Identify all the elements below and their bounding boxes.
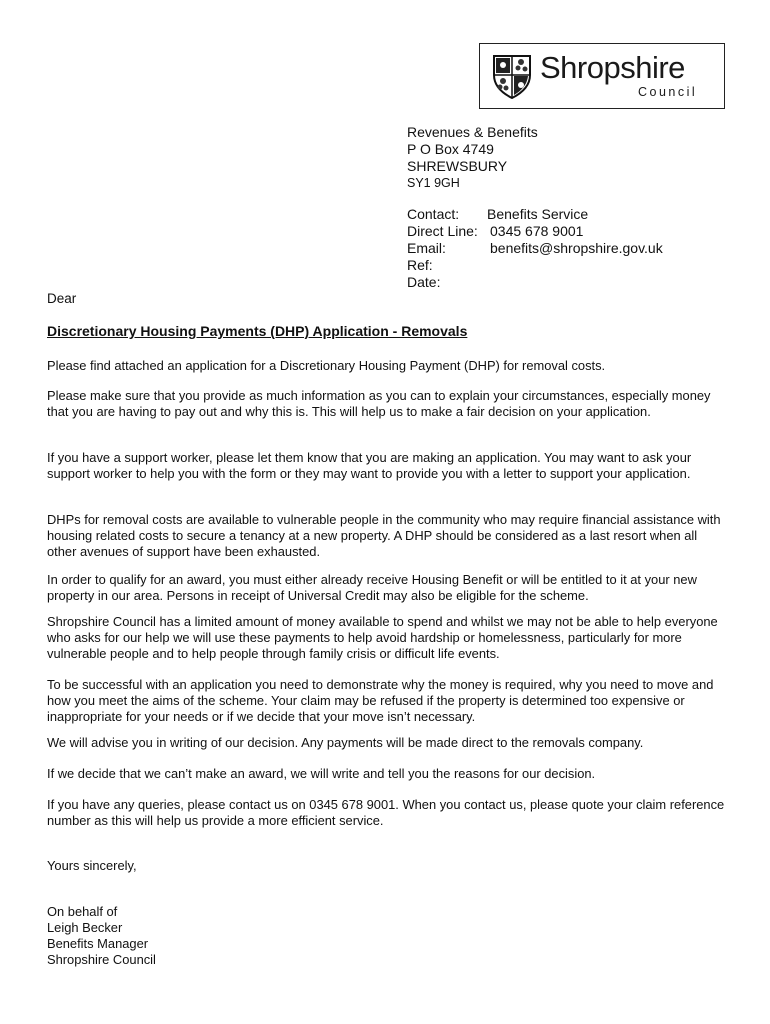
signature-line-3: Benefits Manager bbox=[47, 936, 149, 951]
address-line-1: Revenues & Benefits bbox=[407, 124, 538, 140]
crest-icon bbox=[490, 53, 534, 99]
salutation: Dear bbox=[47, 291, 77, 306]
signature-line-4: Shropshire Council bbox=[47, 952, 156, 967]
ref-label: Ref: bbox=[407, 257, 433, 273]
paragraph-4: DHPs for removal costs are available to vulnerable people in the community who may require financial assistance with housing related costs to secure a tenancy at a new property. A DHP should be considered as a last resort when all other avenues of support have been exhausted. bbox=[47, 512, 721, 559]
logo-name: Shropshire bbox=[540, 50, 685, 85]
email-row bbox=[407, 240, 663, 257]
signature-line-2: Leigh Becker bbox=[47, 920, 123, 935]
address-postcode: SY1 9GH bbox=[407, 176, 460, 190]
paragraph-8: We will advise you in writing of our decision. Any payments will be made direct to the removals company. bbox=[47, 735, 644, 750]
direct-line-row bbox=[407, 223, 663, 240]
paragraph-10: If you have any queries, please contact us on 0345 678 9001. When you contact us, please quote your claim reference number as this will help us provide a more efficient service. bbox=[47, 797, 725, 828]
paragraph-3: If you have a support worker, please let them know that you are making an application. You may want to ask your support worker to help you with the form or they may want to provide you with a letter to support your application. bbox=[47, 450, 692, 481]
paragraph-7: To be successful with an application you need to demonstrate why the money is required, why you need to move and how you meet the aims of the scheme. Your claim may be refused if the property is determined too expensive or inappropriate for your needs or if we decide that your move isn’t necessary. bbox=[47, 677, 714, 724]
signature-block bbox=[47, 904, 156, 968]
direct-line-label: Direct Line: bbox=[407, 223, 478, 239]
signature-line-1: On behalf of bbox=[47, 904, 118, 919]
email-value[interactable]: benefits@shropshire.gov.uk bbox=[490, 240, 663, 256]
address-line-3: SHREWSBURY bbox=[407, 158, 508, 174]
contact-block bbox=[407, 206, 663, 291]
sender-address bbox=[407, 124, 538, 192]
email-label: Email: bbox=[407, 240, 446, 256]
sign-off: Yours sincerely, bbox=[47, 858, 137, 873]
ref-row bbox=[407, 257, 663, 274]
paragraph-9: If we decide that we can’t make an award, we will write and tell you the reasons for our decision. bbox=[47, 766, 596, 781]
paragraph-1: Please find attached an application for a Discretionary Housing Payment (DHP) for removal costs. bbox=[47, 358, 606, 373]
contact-value: Benefits Service bbox=[487, 206, 589, 222]
paragraph-5: In order to qualify for an award, you must either already receive Housing Benefit or will be entitled to it at your new property in our area. Persons in receipt of Universal Credit may also be eligible for the scheme. bbox=[47, 572, 697, 603]
address-line-2: P O Box 4749 bbox=[407, 141, 494, 157]
council-logo bbox=[479, 43, 725, 109]
letter-subject: Discretionary Housing Payments (DHP) Application - Removals bbox=[47, 323, 468, 339]
contact-label: Contact: bbox=[407, 206, 460, 222]
logo-subtitle: Council bbox=[638, 85, 698, 99]
paragraph-6: Shropshire Council has a limited amount of money available to spend and whilst we may not be able to help everyone who asks for our help we will use these payments to help avoid hardship or homelessness, particularly for more vulnerable people and to help people through family crisis or difficult life events. bbox=[47, 614, 718, 661]
date-label: Date: bbox=[407, 274, 441, 290]
paragraph-2: Please make sure that you provide as much information as you can to explain your circumstances, especially money that you are having to pay out and why this is. This will help us to make a fair decision on your application. bbox=[47, 388, 711, 419]
date-row bbox=[407, 274, 663, 291]
contact-row bbox=[407, 206, 663, 223]
direct-line-value: 0345 678 9001 bbox=[490, 223, 584, 239]
